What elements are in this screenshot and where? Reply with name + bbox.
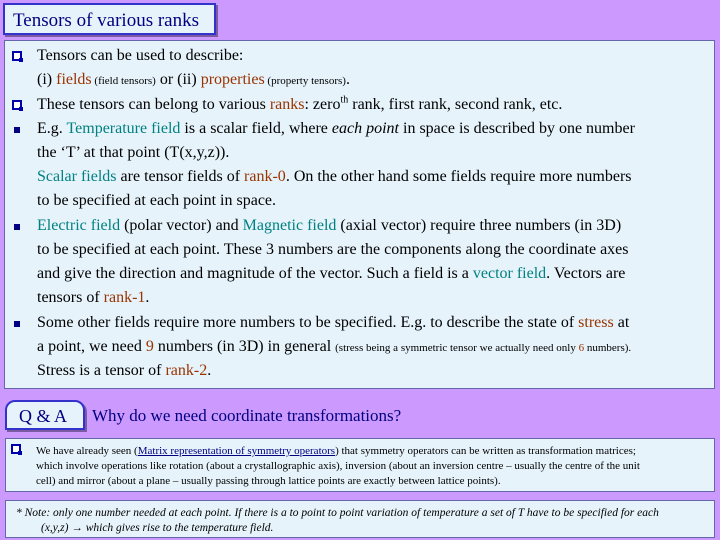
bullet-3-line-4: to be specified at each point in space.	[37, 192, 277, 209]
bullet-3-line-2: the ‘T’ at that point (T(x,y,z)).	[37, 144, 230, 161]
bullet-4-line-1: Electric field (polar vector) and Magnetic field (axial vector) require three numbers (in 3D)	[37, 217, 622, 234]
bullet-3-line-3: Scalar fields are tensor fields of rank-0. On the other hand some fields require more numbers	[37, 168, 632, 185]
qa-label-box	[5, 400, 85, 430]
bullet-3-line-1: E.g. Temperature field is a scalar field, where each point in space is described by one number	[37, 120, 635, 137]
bullet-4-line-3: and give the direction and magnitude of the vector. Such a field is a vector field. Vectors are	[37, 265, 626, 282]
bullet-4-line-2: to be specified at each point. These 3 numbers are the components along the coordinate axes	[37, 241, 629, 258]
qa-answer-line-3: cell) and mirror (about a plane – usually passing through lattice points are exactly between lattice points).	[36, 475, 501, 487]
symmetry-operators-link[interactable]: Matrix representation of symmetry operators	[137, 445, 336, 457]
checkbox-bullet-icon	[11, 444, 21, 454]
checkbox-bullet-icon	[12, 100, 22, 110]
qa-question: Why do we need coordinate transformations?	[92, 406, 402, 425]
square-bullet-icon	[14, 127, 20, 133]
main-content-panel	[4, 40, 715, 389]
bullet-2-line: These tensors can belong to various ranks: zero$^{th}$ rank, first rank, second rank, etc.	[37, 94, 563, 113]
bullet-5-line-2: a point, we need 9 numbers (in 3D) in general (stress being a symmetric tensor we actually need only 6 numbers).	[37, 338, 632, 355]
page-title: Tensors of various ranks	[13, 10, 199, 31]
square-bullet-icon	[14, 321, 20, 327]
footnote-line-1: * Note: only one number needed at each point. If there is a to point to point variation of temperature a set of T have to be specified for each	[16, 507, 659, 519]
title-box	[3, 3, 216, 35]
footnote-panel	[5, 500, 715, 538]
qa-answer-line-1: We have already seen (Matrix representation of symmetry operators) that symmetry operators can be written as transformation matrices;	[36, 445, 636, 457]
bullet-5-line-1: Some other fields require more numbers to be specified. E.g. to describe the state of stress at	[37, 314, 630, 331]
checkbox-bullet-icon	[12, 51, 22, 61]
bullet-5-line-3: Stress is a tensor of rank-2.	[37, 362, 212, 379]
bullet-4-line-4: tensors of rank-1.	[37, 289, 150, 306]
bullet-1-line-1: Tensors can be used to describe:	[37, 47, 244, 64]
footnote-line-2: (x,y,z) → which gives rise to the temperature field.	[41, 522, 274, 534]
qa-answer-line-2: which involve operations like rotation (about a crystallographic axis), inversion (about an inversion centre – usually the centre of the unit	[36, 460, 640, 472]
qa-label: Q & A	[19, 406, 68, 426]
square-bullet-icon	[14, 224, 20, 230]
qa-answer-panel	[5, 438, 715, 492]
bullet-1-line-2: (i) fields (field tensors) or (ii) properties (property tensors).	[37, 71, 350, 88]
